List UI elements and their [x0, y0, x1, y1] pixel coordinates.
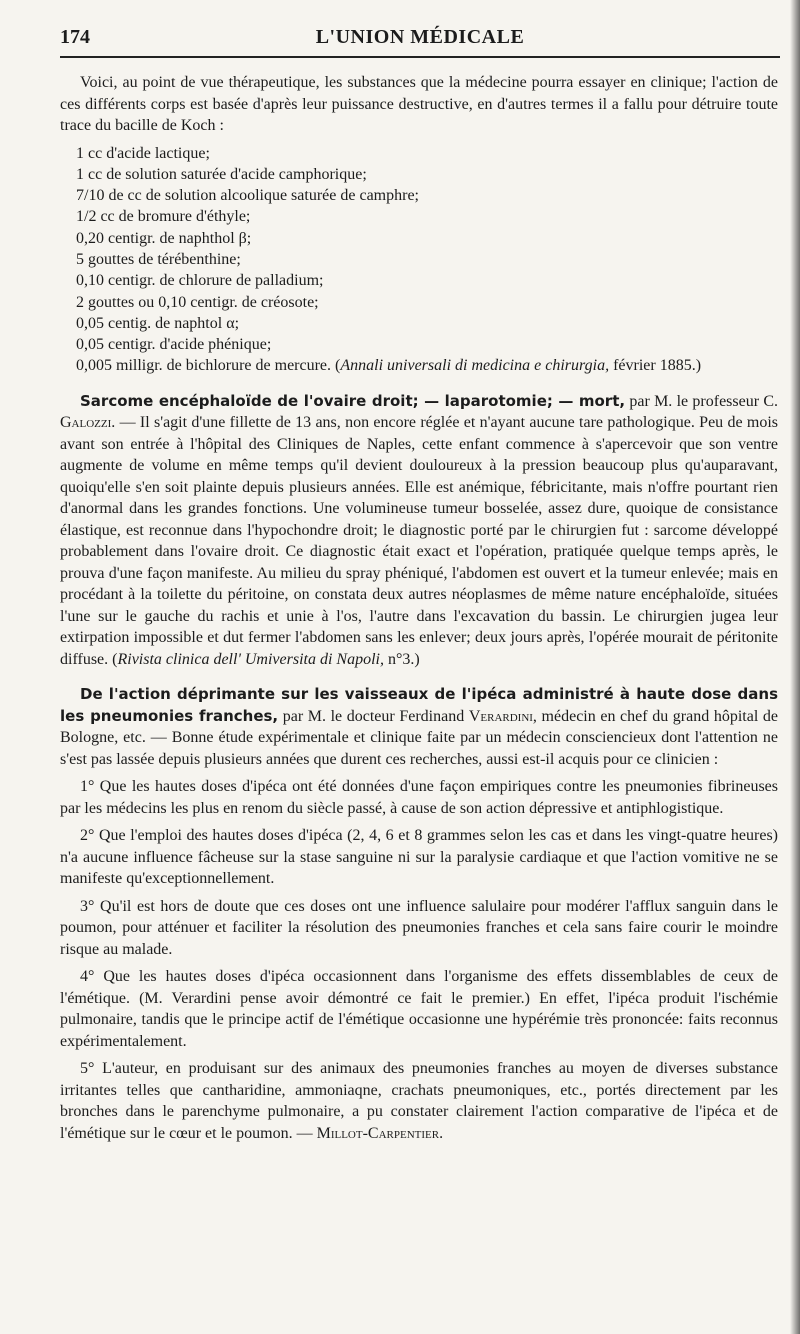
article-sarcome	[60, 391, 778, 671]
last-substance-source: Annali universali di medicina e chirurgia,	[340, 357, 610, 375]
last-substance-text: 0,005 milligr. de bichlorure de mercure. (	[76, 357, 341, 375]
running-title: L'UNION MÉDICALE	[315, 26, 525, 48]
list-item: 1 cc de solution saturée d'acide camphorique;	[76, 165, 367, 183]
article-sarcome-heading: Sarcome encéphaloïde de l'ovaire droit; — laparotomie; — mort,	[80, 391, 626, 410]
signature: Millot-Carpentier.	[312, 1124, 444, 1142]
list-item: 5 gouttes de térébenthine;	[76, 250, 241, 268]
article-sarcome-author: Galozzi.	[60, 414, 116, 432]
list-item: 0,05 centigr. d'acide phénique;	[76, 336, 272, 354]
article-ipeca-author: Verardini,	[468, 707, 537, 725]
ipeca-point-5-text: 5° L'auteur, en produisant sur des animaux des pneumonies franches au moyen de diverses substance irritantes telles que cantharidine, ammoniaqne, crachats pneumoniques, etc., portés directement par les bronches dans le parenchyme pulmonaire, a pu constater clairement l'action comparative de l'ipéca et de l'émétique sur le cœur et le poumon. —	[60, 1060, 778, 1142]
list-item: 1 cc d'acide lactique;	[76, 144, 210, 162]
ipeca-point-1: 1° Que les hautes doses d'ipéca ont été données d'une façon empiriques contre les pneumonies fibrineuses par les médecins les plus en renom du siècle passé, à cause de son action dépressive et antiphlogistique.	[60, 778, 778, 817]
article-sarcome-ref: n°3.)	[383, 650, 420, 668]
list-item: 7/10 de cc de solution alcoolique saturée de camphre;	[76, 187, 419, 205]
article-ipeca-body: médecin en chef du grand hôpital de Bologne, etc. — Bonne étude expérimentale et clinique faite par un médecin consciencieux dont l'attention ne s'est pas lassée depuis plusieurs années que durent ces recherches, aussi est-il acquis pour ce clinicien :	[60, 707, 778, 768]
ipeca-point-4: 4° Que les hautes doses d'ipéca occasionnent dans l'organisme des effets dissemblables de ceux de l'émétique. (M. Verardini pense avoir démontré ce fait le premier.) En effet, l'ipéca produit l'ischémie pulmonaire, tandis que le principe actif de l'émétique occasionne une hypérémie très prononcée: faits reconnus expérimentalement.	[60, 968, 778, 1050]
last-substance	[76, 355, 778, 377]
page-number: 174	[60, 26, 90, 48]
ipeca-point-3: 3° Qu'il est hors de doute que ces doses ont une influence salulaire pour modérer l'afflux sanguin dans le poumon, pour atténuer et faciliter la résolution des pneumonies franches et cela sans faire courir le moindre risque au malade.	[60, 897, 778, 958]
intro-paragraph: Voici, au point de vue thérapeutique, les substances que la médecine pourra essayer en clinique; l'action de ces différents corps est basée d'après leur puissance destructive, en d'autres termes il a fallu pour détruire toute trace du bacille de Koch :	[60, 74, 778, 134]
list-item: 1/2 cc de bromure d'éthyle;	[76, 208, 251, 226]
article-sarcome-author-prefix: par M. le professeur C.	[625, 392, 779, 410]
page-header	[60, 26, 780, 58]
article-ipeca-author-prefix: par M. le docteur Ferdinand	[278, 707, 469, 725]
page-body	[60, 72, 778, 1144]
article-ipeca-heading: De l'action déprimante sur les vaisseaux de l'ipéca administré à haute dose dans les pneumonies franches,	[60, 685, 778, 725]
last-substance-date: février 1885.)	[609, 357, 702, 375]
ipeca-point-2: 2° Que l'emploi des hautes doses d'ipéca (2, 4, 6 et 8 grammes selon les cas et dans les vingt-quatre heures) n'a aucune influence fâcheuse sur la stase sanguine ni sur la paralysie cardiaque et que l'action vomitive ne se manifeste qu'exceptionnellement.	[60, 827, 778, 888]
list-item: 0,05 centig. de naphtol α;	[76, 314, 240, 332]
list-item: 2 gouttes ou 0,10 centigr. de créosote;	[76, 293, 319, 311]
list-item: 0,10 centigr. de chlorure de palladium;	[76, 272, 324, 290]
substance-list	[76, 143, 778, 356]
article-sarcome-body: — Il s'agit d'une fillette de 13 ans, non encore réglée et n'ayant aucune tare pathologique. Peu de mois avant son entrée à l'hôpital des Cliniques de Naples, cette enfant commence à s'apercevoir que son ventre augmente de volume en même temps qu'il devient douloureux à la pression beaucoup plus qu'auparavant, quoiqu'elle s'en soit plainte depuis plusieurs années. Elle est anémique, fébricitante, mais n'offre pourtant rien d'anormal dans les grandes fonctions. Une volumineuse tumeur bosselée, assez dure, quoique de consistance élastique, est reconnue dans l'hypochondre droit; le diagnostic porté par le chirurgien fut : sarcome développé probablement dans l'ovaire droit. Ce diagnostic était exact et l'opération, pratiquée quelque temps après, le prouva d'une façon manifeste. Au milieu du spray phéniqué, l'abdomen est ouvert et la tumeur enlevée; mais en procédant à la toilette du péritoine, on constata deux autres néoplasmes de même nature encéphaloïde, situées l'une sur le gauche du rachis et unie à l'os, l'autre dans l'excavation du bassin. Le chirurgien jugea leur extirpation impossible et dut fermer l'abdomen sans les enlever; deux jours après, l'opérée mourait de péritonite diffuse. (	[60, 414, 778, 668]
ipeca-point-5	[60, 1058, 778, 1144]
article-sarcome-source: Rivista clinica dell' Umiversita di Napoli,	[117, 650, 384, 668]
list-item: 0,20 centigr. de naphthol β;	[76, 229, 252, 247]
article-ipeca	[60, 684, 778, 770]
